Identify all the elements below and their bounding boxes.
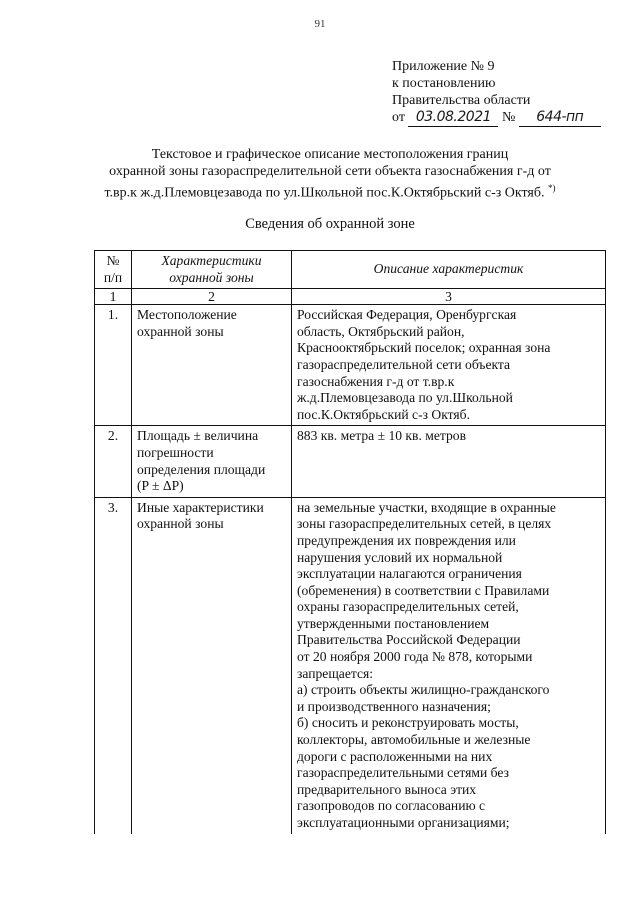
header-description: Описание характеристик: [292, 251, 606, 289]
section-title: Сведения об охранной зоне: [245, 216, 415, 232]
index-cell: 2: [132, 289, 292, 305]
appendix-date-number-line: [392, 109, 622, 127]
document-title: [60, 146, 600, 202]
footnote-mark: *): [548, 183, 556, 193]
title-line-3-text: т.вр.к ж.д.Племовцезавода по ул.Школьной пос.К.Октябрьский с-з Октяб.: [104, 185, 545, 201]
header-characteristics: Характеристики охранной зоны: [132, 251, 292, 289]
title-line-2: охранной зоны газораспределительной сети объекта газоснабжения г-д от: [109, 164, 551, 179]
row-description: Российская Федерация, Оренбургская область, Октябрьский район, Краснооктябрьский поселок; охранная зона газораспределительной сети объекта газоснабжения г-д от т.вр.к ж.д.Племовцезавода по ул.Школьной пос.К.Октябрьский с-з Октяб.: [292, 305, 606, 426]
row-characteristic: Площадь ± величина погрешности определения площади (P ± ΔP): [132, 426, 292, 497]
handwritten-date: 03.08.2021: [408, 109, 498, 127]
row-number: 3.: [95, 497, 132, 833]
appendix-label: Приложение № 9: [392, 59, 495, 74]
index-cell: 3: [292, 289, 606, 305]
handwritten-number: 644-пп: [519, 109, 601, 127]
index-cell: 1: [95, 289, 132, 305]
protection-zone-table: [94, 250, 606, 834]
table-index-row: [95, 289, 606, 305]
table-row: [95, 497, 606, 833]
header-num: № п/п: [95, 251, 132, 289]
row-characteristic: Местоположение охранной зоны: [132, 305, 292, 426]
number-label: №: [501, 110, 516, 125]
title-line-1: Текстовое и графическое описание местоположения границ: [151, 147, 509, 162]
from-label: от: [392, 110, 405, 125]
row-characteristic: Иные характеристики охранной зоны: [132, 497, 292, 833]
title-line-3: [60, 180, 600, 202]
appendix-government: Правительства области: [392, 93, 531, 108]
row-number: 2.: [95, 426, 132, 497]
appendix-header: [392, 58, 622, 127]
table-row: [95, 305, 606, 426]
row-description: на земельные участки, входящие в охранные зоны газораспределительных сетей, в целях предупреждения их повреждения или нарушения условий их нормальной эксплуатации налагаются ограничения (обременения) в соответствии с Правилами охраны газораспределительных сетей, утвержденными постановлением Правительства Российской Федерации от 20 ноября 2000 года № 878, которыми запрещается: а) строить объекты жилищно-гражданского и производственного назначения; б) сносить и реконструировать мосты, коллекторы, автомобильные и железные дороги с расположенными на них газораспределительными сетями без предварительного выноса этих газопроводов по согласованию с эксплуатационными организациями;: [292, 497, 606, 833]
table-header-row: [95, 251, 606, 289]
page-number: 91: [314, 18, 326, 30]
appendix-resolution: к постановлению: [392, 76, 496, 91]
row-description: 883 кв. метра ± 10 кв. метров: [292, 426, 606, 497]
row-number: 1.: [95, 305, 132, 426]
table-row: [95, 426, 606, 497]
